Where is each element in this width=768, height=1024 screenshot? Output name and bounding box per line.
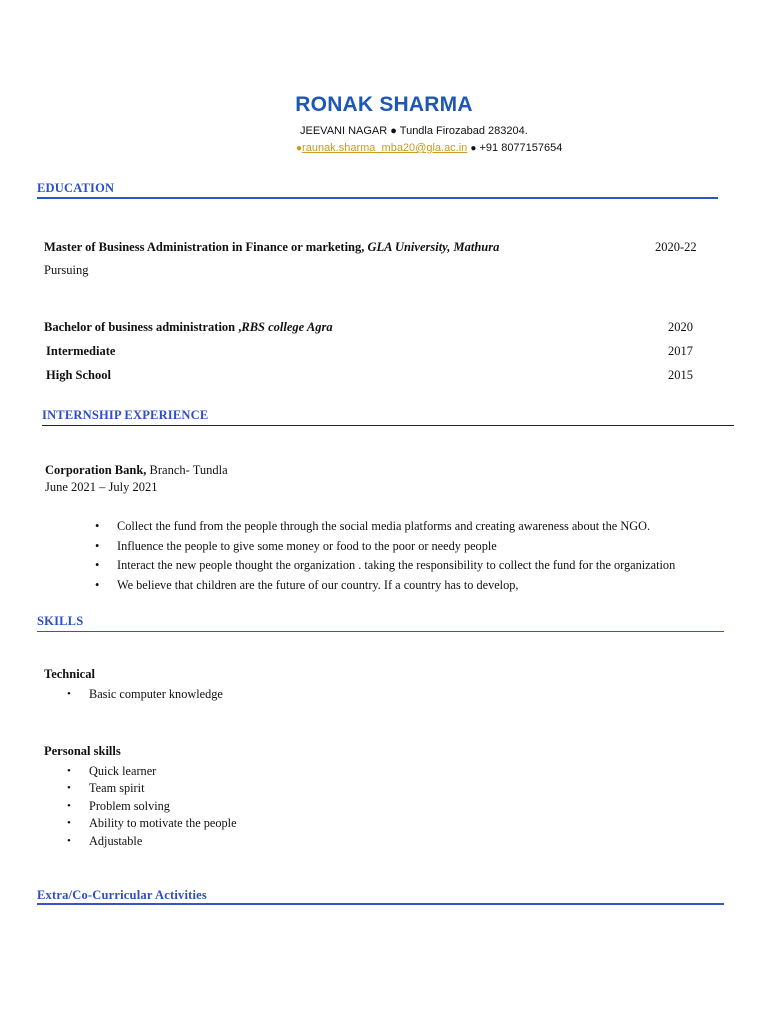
internship-company: Corporation Bank, xyxy=(45,463,147,477)
education-entry-mba xyxy=(44,240,499,255)
internship-heading: INTERNSHIP EXPERIENCE xyxy=(42,408,209,422)
responsibility-text: Interact the new people thought the organization . taking the responsibility to collect the fund for the organization xyxy=(117,558,676,572)
list-item xyxy=(95,556,675,576)
high-school-year: 2015 xyxy=(668,368,693,382)
intermediate-label: Intermediate xyxy=(46,344,116,358)
education-entry-bba xyxy=(44,320,333,335)
contact-line xyxy=(296,142,562,154)
list-item xyxy=(67,798,237,815)
bba-degree: Bachelor of business administration , xyxy=(44,320,242,334)
bullet-icon: • xyxy=(95,519,100,533)
mba-year: 2020-22 xyxy=(655,240,697,254)
bullet-icon: • xyxy=(67,782,71,795)
bullet-icon: • xyxy=(67,688,71,700)
internship-branch: Branch- Tundla xyxy=(146,463,228,477)
intermediate-year: 2017 xyxy=(668,344,693,358)
skill-text: Quick learner xyxy=(89,764,157,778)
personal-skills-heading: Personal skills xyxy=(44,744,121,758)
bba-year: 2020 xyxy=(668,320,693,334)
skills-heading: SKILLS xyxy=(37,614,84,628)
responsibility-text: Influence the people to give some money or food to the poor or needy people xyxy=(117,538,497,553)
mba-degree: Master of Business Administration in Finance or marketing, xyxy=(44,240,368,254)
skill-text: Basic computer knowledge xyxy=(89,687,223,701)
responsibility-text: We believe that children are the future of our country. If a country has to develop, xyxy=(117,577,519,592)
list-item xyxy=(67,815,237,832)
mba-status: Pursuing xyxy=(44,263,89,277)
list-item xyxy=(67,686,223,703)
high-school-label: High School xyxy=(46,368,111,382)
bullet-icon: • xyxy=(95,538,100,553)
responsibility-text: Collect the fund from the people through the social media platforms and creating awareness about the NGO. xyxy=(117,519,651,533)
education-rule xyxy=(37,197,718,199)
extra-curricular-rule xyxy=(37,903,724,905)
phone-bullet: ● xyxy=(470,143,477,154)
internship-company-line xyxy=(45,463,228,478)
phone-number: +91 8077157654 xyxy=(479,142,563,154)
bullet-icon: • xyxy=(67,799,71,812)
responsibility-list xyxy=(95,517,675,595)
list-item xyxy=(95,537,675,557)
list-item xyxy=(67,833,237,850)
skills-rule xyxy=(37,631,724,632)
bullet-icon: • xyxy=(67,817,71,830)
internship-rule xyxy=(42,425,734,426)
education-heading: EDUCATION xyxy=(37,181,115,195)
list-item xyxy=(95,517,675,537)
extra-curricular-heading: Extra/Co-Curricular Activities xyxy=(37,888,207,902)
skill-text: Adjustable xyxy=(89,833,143,848)
bullet-icon: • xyxy=(95,577,100,592)
list-item xyxy=(95,576,675,596)
bba-institution: RBS college Agra xyxy=(241,320,333,334)
list-item xyxy=(67,780,237,797)
email-link[interactable]: raunak.sharma_mba20@gla.ac.in xyxy=(302,142,468,154)
technical-heading: Technical xyxy=(44,667,95,681)
bullet-icon: • xyxy=(67,765,71,777)
email-bullet: ● xyxy=(296,143,303,154)
personal-skill-list xyxy=(67,763,237,850)
internship-period: June 2021 – July 2021 xyxy=(45,480,158,494)
mba-institution: GLA University, Mathura xyxy=(367,240,500,254)
address-line: JEEVANI NAGAR ● Tundla Firozabad 283204. xyxy=(300,125,528,137)
skill-text: Team spirit xyxy=(89,781,145,796)
bullet-icon: • xyxy=(67,834,71,847)
list-item xyxy=(67,763,237,780)
skill-text: Ability to motivate the people xyxy=(89,816,237,831)
skill-text: Problem solving xyxy=(89,798,170,813)
candidate-name: RONAK SHARMA xyxy=(295,93,473,116)
bullet-icon: • xyxy=(95,558,100,572)
technical-skill-list xyxy=(67,686,223,703)
